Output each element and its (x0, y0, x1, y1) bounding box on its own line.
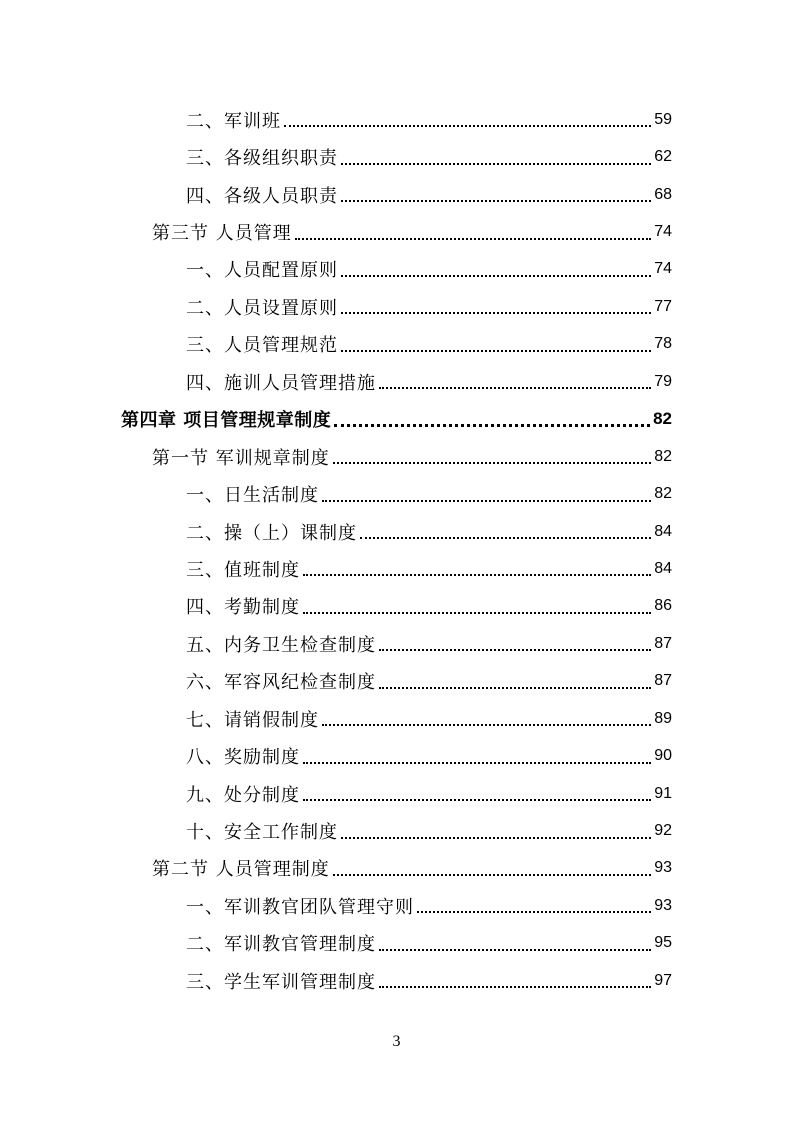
toc-section-personnel-management[interactable] (0, 213, 793, 250)
toc-entry-title: 二、人员设置原则 (186, 297, 338, 319)
toc-entry-page: 84 (654, 522, 672, 540)
toc-entry-discipline-inspection-rules[interactable] (0, 663, 793, 700)
toc-entry-position-principles[interactable] (0, 288, 793, 325)
toc-entry-page: 91 (654, 784, 672, 802)
toc-entry-page: 74 (654, 260, 672, 278)
page-number: 3 (392, 1033, 401, 1050)
toc-entry-title: 一、军训教官团队管理守则 (186, 896, 414, 918)
toc-entry-military-training-class[interactable] (0, 101, 793, 138)
toc-entry-page: 93 (654, 859, 672, 877)
toc-entry-leave-rules[interactable] (0, 700, 793, 737)
toc-dot-leader (295, 237, 651, 240)
toc-entry-safety-rules[interactable] (0, 812, 793, 849)
toc-entry-title: 第四章 项目管理规章制度 (121, 410, 332, 432)
toc-dot-leader (341, 349, 651, 352)
toc-entry-page: 95 (654, 934, 672, 952)
toc-entry-title: 四、考勤制度 (186, 597, 300, 619)
toc-entry-title: 八、奖励制度 (186, 747, 300, 769)
toc-entry-organization-duties[interactable] (0, 138, 793, 175)
toc-entry-title: 二、操（上）课制度 (186, 522, 357, 544)
toc-entry-page: 74 (654, 223, 672, 241)
toc-entry-management-standards[interactable] (0, 326, 793, 363)
toc-entry-title: 三、人员管理规范 (186, 335, 338, 357)
toc-entry-personnel-duties[interactable] (0, 176, 793, 213)
toc-entry-page: 89 (654, 709, 672, 727)
toc-chapter-project-regulations[interactable] (0, 401, 793, 438)
toc-entry-duty-rules[interactable] (0, 550, 793, 587)
toc-entry-page: 79 (654, 372, 672, 390)
toc-dot-leader (284, 124, 651, 127)
toc-entry-staffing-principles[interactable] (0, 251, 793, 288)
toc-section-personnel-regulations[interactable] (0, 850, 793, 887)
toc-entry-page: 87 (654, 634, 672, 652)
toc-dot-leader (334, 423, 650, 427)
toc-dot-leader (322, 723, 651, 726)
toc-entry-title: 一、人员配置原则 (186, 260, 338, 282)
toc-entry-title: 二、军训班 (186, 110, 281, 132)
toc-dot-leader (360, 536, 651, 539)
toc-entry-class-rules[interactable] (0, 513, 793, 550)
toc-entry-title: 第三节 人员管理 (152, 223, 292, 245)
toc-dot-leader (379, 386, 651, 389)
toc-entry-page: 82 (653, 409, 672, 429)
toc-section-training-regulations[interactable] (0, 438, 793, 475)
toc-dot-leader (303, 761, 651, 764)
toc-entry-instructor-management-rules[interactable] (0, 925, 793, 962)
toc-dot-leader (379, 648, 651, 651)
toc-entry-title: 九、处分制度 (186, 784, 300, 806)
toc-entry-title: 四、施训人员管理措施 (186, 372, 376, 394)
toc-dot-leader (322, 499, 651, 502)
toc-entry-reward-rules[interactable] (0, 737, 793, 774)
toc-entry-title: 七、请销假制度 (186, 709, 319, 731)
toc-entry-page: 97 (654, 971, 672, 989)
toc-dot-leader (303, 611, 651, 614)
toc-entry-daily-life-rules[interactable] (0, 475, 793, 512)
toc-entry-page: 86 (654, 597, 672, 615)
table-of-contents (0, 101, 793, 1000)
toc-entry-instructor-team-code[interactable] (0, 887, 793, 924)
toc-dot-leader (341, 199, 651, 202)
toc-dot-leader (341, 274, 651, 277)
toc-dot-leader (341, 162, 651, 165)
toc-entry-page: 84 (654, 559, 672, 577)
toc-entry-page: 62 (654, 148, 672, 166)
toc-entry-title: 第一节 军训规章制度 (152, 447, 330, 469)
toc-dot-leader (379, 686, 651, 689)
toc-dot-leader (303, 573, 651, 576)
toc-entry-page: 92 (654, 822, 672, 840)
toc-entry-attendance-rules[interactable] (0, 588, 793, 625)
toc-dot-leader (333, 461, 651, 464)
toc-dot-leader (341, 311, 651, 314)
toc-entry-title: 三、学生军训管理制度 (186, 971, 376, 993)
toc-entry-page: 59 (654, 110, 672, 128)
toc-entry-page: 87 (654, 672, 672, 690)
toc-entry-title: 六、军容风纪检查制度 (186, 672, 376, 694)
toc-entry-punishment-rules[interactable] (0, 775, 793, 812)
toc-dot-leader (341, 836, 651, 839)
toc-entry-title: 二、军训教官管理制度 (186, 934, 376, 956)
toc-entry-hygiene-inspection-rules[interactable] (0, 625, 793, 662)
toc-dot-leader (303, 798, 651, 801)
toc-entry-trainer-management-measures[interactable] (0, 363, 793, 400)
toc-entry-page: 78 (654, 335, 672, 353)
toc-dot-leader (417, 910, 651, 913)
toc-entry-title: 五、内务卫生检查制度 (186, 634, 376, 656)
toc-dot-leader (333, 873, 651, 876)
toc-entry-title: 三、各级组织职责 (186, 148, 338, 170)
toc-dot-leader (379, 985, 651, 988)
toc-entry-page: 90 (654, 747, 672, 765)
toc-entry-page: 82 (654, 447, 672, 465)
toc-entry-title: 四、各级人员职责 (186, 185, 338, 207)
toc-entry-title: 第二节 人员管理制度 (152, 859, 330, 881)
toc-entry-page: 82 (654, 485, 672, 503)
toc-entry-page: 93 (654, 896, 672, 914)
toc-entry-title: 一、日生活制度 (186, 485, 319, 507)
toc-entry-page: 77 (654, 297, 672, 315)
toc-entry-page: 68 (654, 185, 672, 203)
toc-entry-title: 三、值班制度 (186, 559, 300, 581)
toc-dot-leader (379, 948, 651, 951)
toc-entry-title: 十、安全工作制度 (186, 822, 338, 844)
toc-entry-student-training-rules[interactable] (0, 962, 793, 999)
